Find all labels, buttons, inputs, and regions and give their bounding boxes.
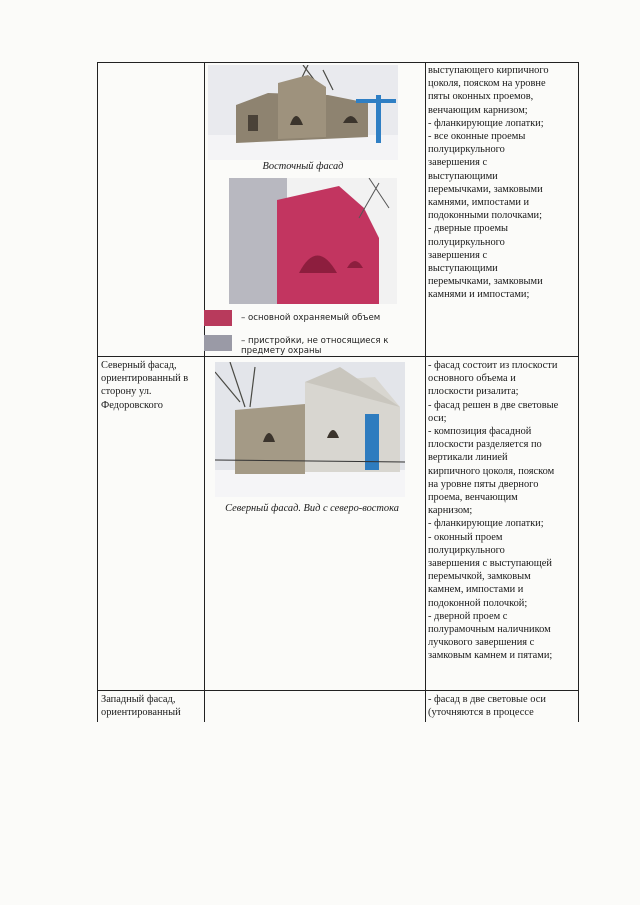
description-line: полуциркульного (428, 236, 505, 248)
description-line: - фасад в две световые оси (428, 694, 546, 705)
description-line: - оконный проем (428, 531, 503, 543)
description-line: карнизом; (428, 505, 473, 517)
legend-swatch-annex (204, 335, 232, 351)
description-line: вертикали линией (428, 452, 508, 464)
description-line: полурамочным наличником (428, 624, 551, 636)
description-line: полуциркульного (428, 144, 505, 156)
description-line: камнями, импостами и (428, 197, 530, 209)
description-line: перемычками, замковыми (428, 183, 543, 195)
description-line: завершения с выступающей (428, 558, 552, 570)
row-2-description (428, 359, 574, 663)
east-facade-photo (208, 65, 398, 160)
north-facade-photo (215, 362, 405, 497)
column-divider (204, 62, 205, 722)
description-line: на уровне пяты дверного (428, 478, 539, 490)
description-line: лучкового завершения с (428, 637, 535, 649)
description-line: плоскости разделяется по (428, 439, 542, 451)
description-line: выступающими (428, 170, 498, 182)
description-line: выступающими (428, 263, 498, 275)
description-line: завершения с (428, 157, 488, 169)
description-line: - фасад состоит из плоскости (428, 360, 558, 371)
legend-label-main: – основной охраняемый объем (241, 313, 381, 323)
description-line: полуциркульного (428, 544, 505, 556)
row-divider (97, 356, 579, 357)
row-3-facade-name: Западный фасад, ориентированный (101, 694, 181, 719)
description-line: - дверной проем с (428, 610, 508, 622)
row-3-description (428, 693, 574, 719)
description-line: - все оконные проемы (428, 131, 526, 143)
description-line: - фланкирующие лопатки; (428, 117, 544, 129)
description-line: перемычками, замковыми (428, 276, 543, 288)
description-line: подоконной полочкой; (428, 597, 528, 609)
description-line: проема, венчающим (428, 492, 518, 504)
description-line: венчающим карнизом; (428, 104, 528, 116)
description-line: кирпичного цоколя, пояском (428, 465, 555, 477)
description-line: - фланкирующие лопатки; (428, 518, 544, 530)
table-right-border (578, 62, 579, 722)
table-left-border (97, 62, 98, 722)
description-line: - композиция фасадной (428, 426, 532, 438)
protected-volume-scheme (229, 178, 397, 304)
description-line: камнем, импостами и (428, 584, 524, 596)
photo-caption: Восточный фасад (262, 161, 344, 172)
description-line: (уточняются в процессе (428, 707, 534, 719)
description-line: плоскости ризалита; (428, 386, 519, 398)
row-2-facade-name: Северный фасад, ориентированный в сторону ул. Федоровского (101, 360, 189, 411)
legend-label-annex: – пристройки, не относящиеся к предмету охраны (241, 336, 389, 356)
description-line: перемычкой, замковым (428, 571, 531, 583)
description-line: подоконными полочками; (428, 210, 542, 222)
row-1-description (428, 64, 574, 302)
row-divider (97, 690, 579, 691)
description-line: - дверные проемы (428, 223, 508, 235)
column-divider (425, 62, 426, 722)
description-line: замковым камнем и пятами; (428, 650, 553, 662)
description-line: камнями и импостами; (428, 289, 530, 301)
description-line: пяты оконных проемов, (428, 91, 534, 103)
photo-caption: Северный фасад. Вид с северо-востока (225, 503, 399, 514)
table-top-border (97, 62, 579, 63)
description-line: оси; (428, 412, 447, 424)
description-line: выступающего кирпичного (428, 65, 549, 76)
legend-swatch-main (204, 310, 232, 326)
description-line: завершения с (428, 249, 488, 261)
document-table (97, 62, 579, 722)
description-line: цоколя, пояском на уровне (428, 78, 546, 90)
description-line: - фасад решен в две световые (428, 399, 559, 411)
description-line: основного объема и (428, 373, 516, 385)
